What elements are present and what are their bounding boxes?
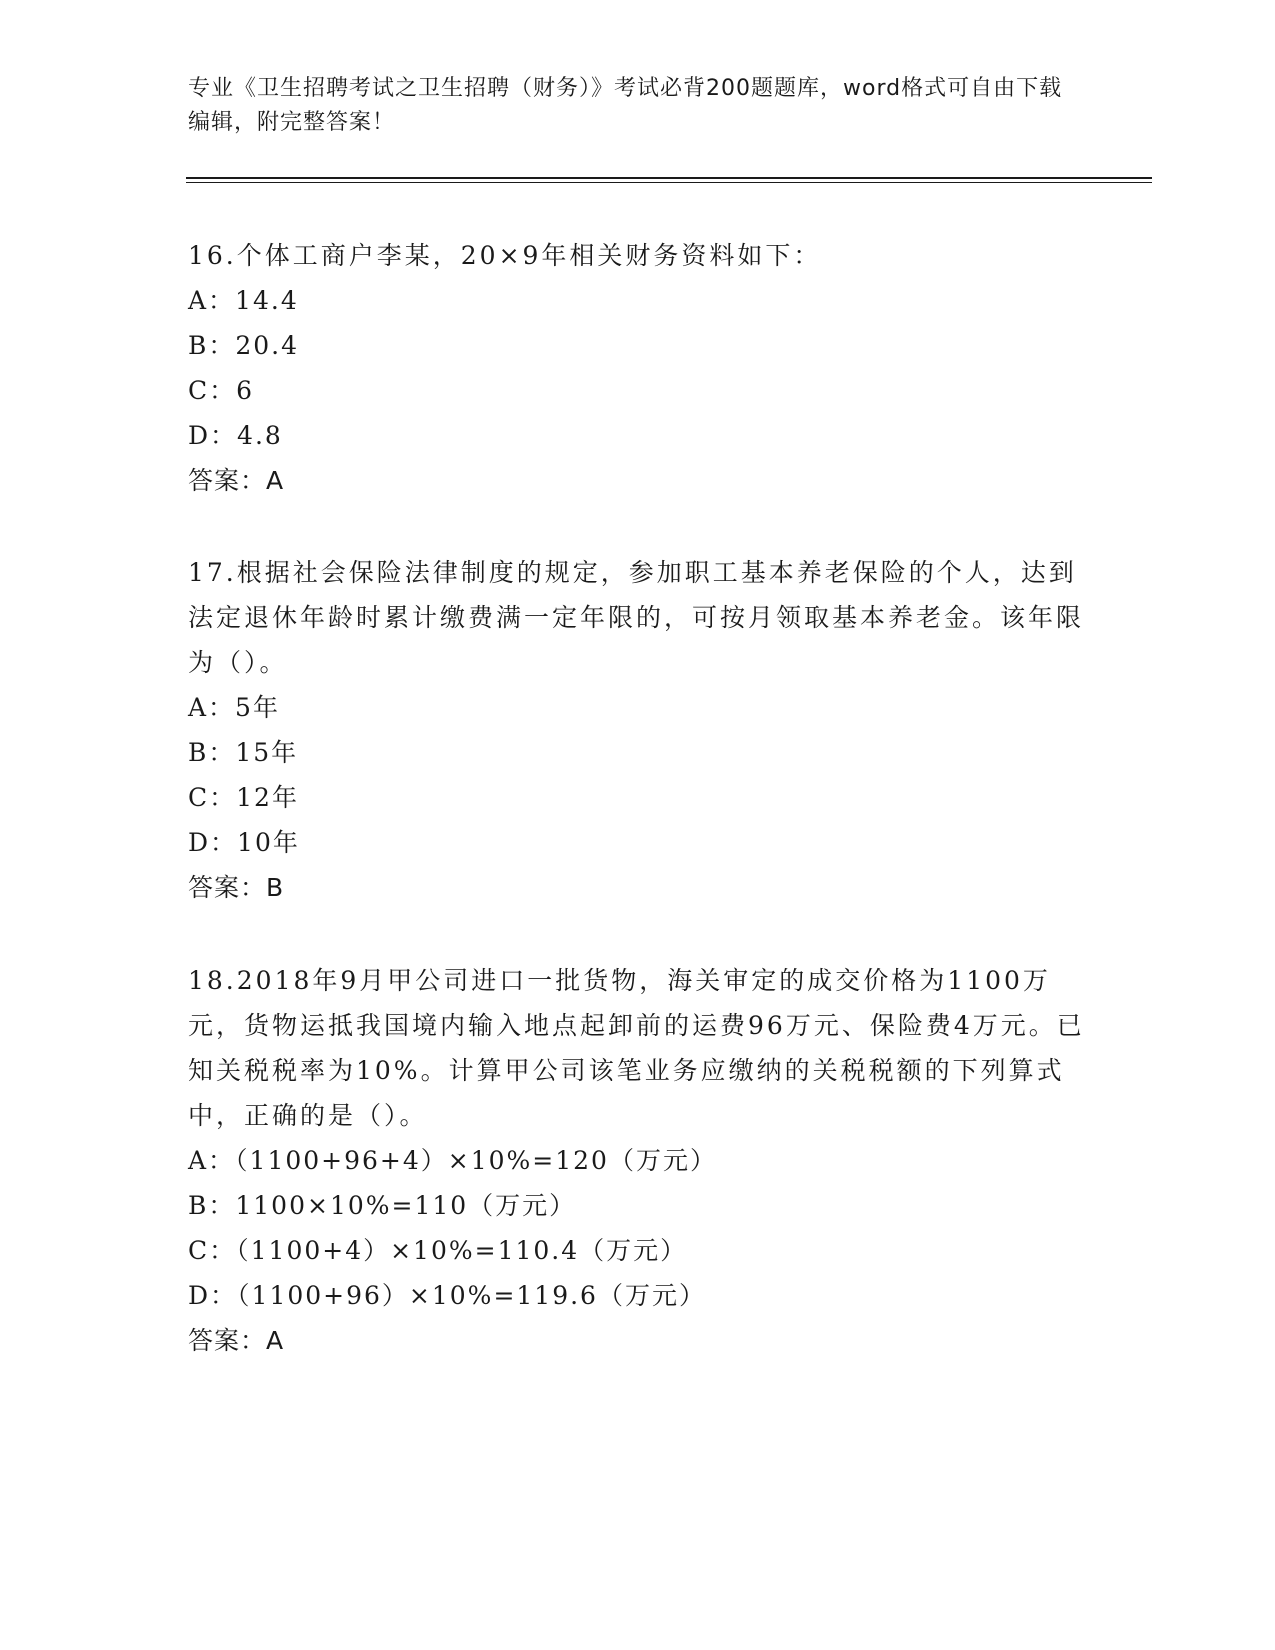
option-c: C：6: [188, 376, 255, 405]
question-16: [188, 233, 1088, 503]
answer: 答案：B: [188, 873, 285, 902]
document-header: 专业《卫生招聘考试之卫生招聘（财务）》考试必背200题题库，word格式可自由下载编辑，附完整答案！: [188, 76, 1063, 135]
answer: 答案：A: [188, 1326, 285, 1355]
question-stem: 16.个体工商户李某，20×9年相关财务资料如下：: [188, 241, 822, 270]
option-c: C：12年: [188, 783, 299, 812]
option-a: A：5年: [188, 693, 280, 722]
question-stem: 17.根据社会保险法律制度的规定，参加职工基本养老保险的个人，达到法定退休年龄时累计缴费满一定年限的，可按月领取基本养老金。该年限为（）。: [188, 558, 1085, 677]
option-b: B：1100×10%=110（万元）: [188, 1191, 577, 1220]
option-d: D：4.8: [188, 421, 283, 450]
option-a: A：（1100+96+4）×10%=120（万元）: [188, 1146, 717, 1175]
option-b: B：20.4: [188, 331, 300, 360]
option-a: A：14.4: [188, 286, 299, 315]
header-divider: [186, 177, 1152, 183]
option-c: C：（1100+4）×10%=110.4（万元）: [188, 1236, 688, 1265]
question-18: [188, 958, 1088, 1363]
question-stem: 18.2018年9月甲公司进口一批货物，海关审定的成交价格为1100万元，货物运抵我国境内输入地点起卸前的运费96万元、保险费4万元。已知关税税率为10%。计算甲公司该笔业务应缴纳的关税税额的下列算式中，正确的是（）。: [188, 966, 1085, 1130]
option-d: D：10年: [188, 828, 300, 857]
option-d: D：（1100+96）×10%=119.6（万元）: [188, 1281, 706, 1310]
question-17: [188, 550, 1088, 910]
answer: 答案：A: [188, 466, 285, 495]
option-b: B：15年: [188, 738, 299, 767]
